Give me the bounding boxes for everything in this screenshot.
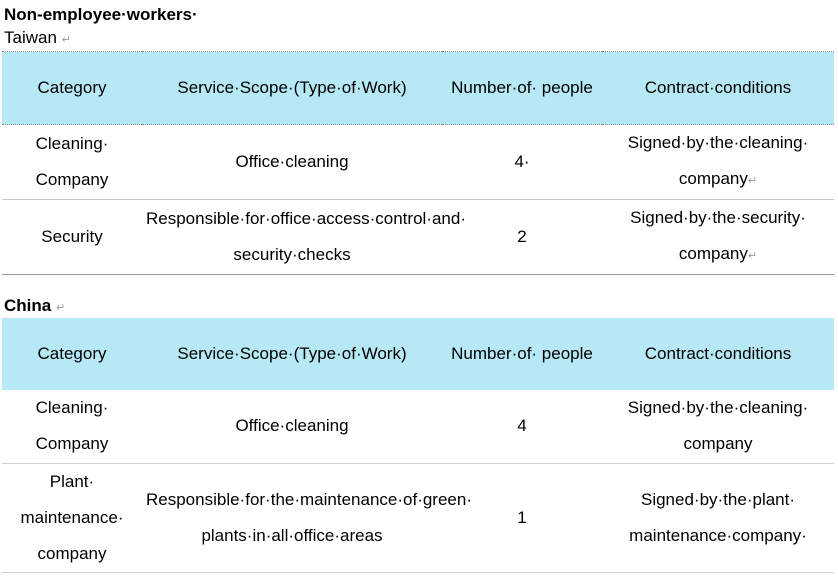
cell-number: 4· [514,152,530,171]
return-mark: ↵ [747,250,758,262]
cell-scope: Office·cleaning [235,416,349,436]
table-row [2,125,834,200]
table-row [2,463,834,572]
header-category: Category [37,78,107,97]
cell-scope: Office·cleaning [235,152,349,171]
cell-contract-text: Signed·by·the·security· company [630,208,806,263]
return-mark: ↵ [747,175,758,187]
cell-category: Security [41,227,103,246]
cell-number: 2 [517,227,527,246]
region-heading-taiwan [4,28,71,50]
cell-contract [602,200,834,275]
region-label: Taiwan [4,28,57,47]
cell-contract: Signed·by·the·plant· maintenance·company· [629,489,807,545]
header-number-of-people: Number·of· people [451,78,593,97]
header-service-scope: Service·Scope·(Type·of·Work) [177,78,407,97]
table-header-row [2,318,834,390]
header-service-scope: Service·Scope·(Type·of·Work) [177,344,407,363]
header-category: Category [37,344,107,363]
header-contract-conditions: Contract·conditions [644,344,792,363]
cell-scope: Responsible·for·office·access·control·and· security·checks [146,209,466,264]
cell-contract-text: Signed·by·the·cleaning· company [627,133,809,188]
table-row [2,390,834,463]
header-number-of-people: Number·of· people [451,344,593,363]
taiwan-table [2,51,834,275]
table-row [2,200,834,275]
china-table [2,318,834,573]
section-title: Non-employee·workers· [4,5,198,24]
cell-category: Plant· maintenance· company [20,471,124,563]
cell-number: 1 [517,507,527,527]
return-mark: ↵ [61,34,71,46]
region-label: China [4,296,52,315]
cell-scope: Responsible·for·the·maintenance·of·green· plants·in·all·office·areas [146,489,472,545]
table-header-row [2,52,834,125]
cell-category: Cleaning· Company [35,398,109,454]
cell-contract [602,125,834,200]
cell-category: Cleaning· Company [35,134,109,189]
region-heading-china [4,296,65,318]
header-contract-conditions: Contract·conditions [644,78,792,97]
return-mark: ↵ [55,302,66,314]
cell-number: 4 [517,416,527,436]
cell-contract: Signed·by·the·cleaning· company [627,398,809,454]
